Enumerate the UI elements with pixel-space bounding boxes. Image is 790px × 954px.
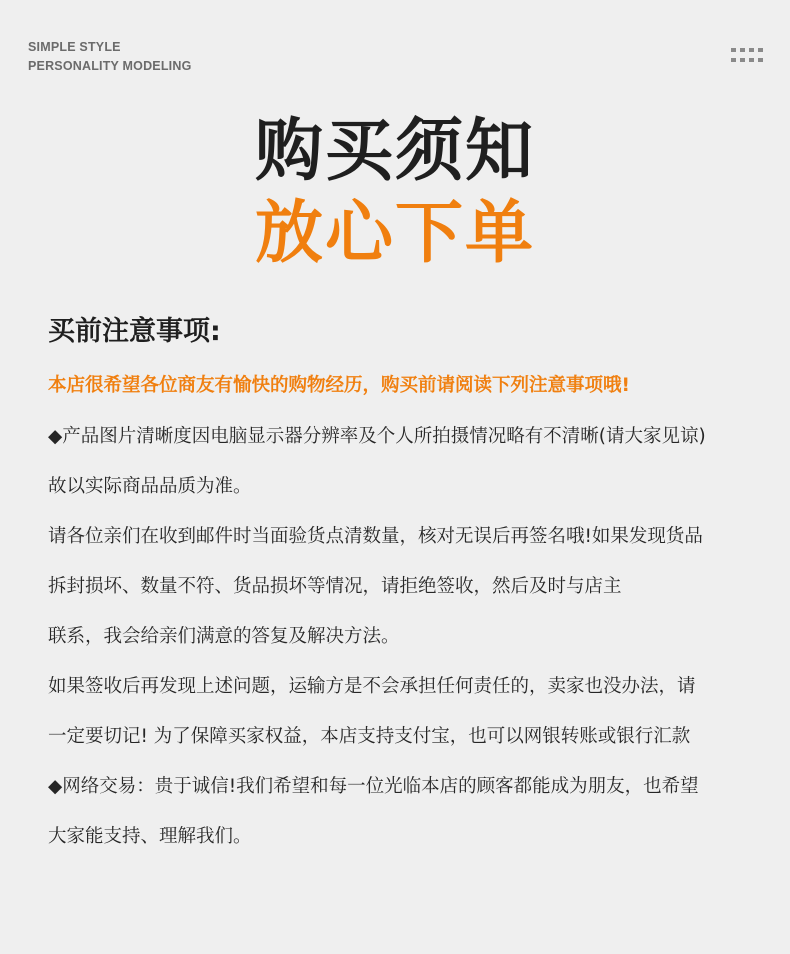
- body-line: ◆产品图片清晰度因电脑显示器分辨率及个人所拍摄情况略有不清晰(请大家见谅): [48, 426, 706, 447]
- body-line: 联系，我会给亲们满意的答复及解决方法。: [48, 626, 400, 647]
- notice-body: [48, 422, 768, 872]
- brand-line-2: PERSONALITY MODELING: [28, 59, 192, 73]
- body-line: 如果签收后再发现上述问题，运输方是不会承担任何责任的，卖家也没办法，请: [48, 676, 696, 697]
- page-subtitle: 放心下单: [254, 194, 535, 273]
- section-heading: 买前注意事项:: [48, 316, 221, 347]
- page-title: 购买须知: [254, 112, 535, 191]
- body-line: 大家能支持、理解我们。: [48, 826, 252, 847]
- dots-grid-icon[interactable]: [731, 48, 763, 62]
- body-line: 故以实际商品品质为准。: [48, 476, 252, 497]
- brand-tagline: [28, 38, 192, 76]
- body-line: 拆封损坏、数量不符、货品损坏等情况，请拒绝签收，然后及时与店主: [48, 576, 622, 597]
- brand-line-1: SIMPLE STYLE: [28, 40, 121, 54]
- body-line: 请各位亲们在收到邮件时当面验货点清数量，核对无误后再签名哦!如果发现货品: [48, 526, 703, 547]
- body-line: ◆网络交易：贵于诚信!我们希望和每一位光临本店的顾客都能成为朋友，也希望: [48, 776, 699, 797]
- body-line: 一定要切记! 为了保障买家权益，本店支持支付宝，也可以网银转账或银行汇款: [48, 726, 691, 747]
- notice-text: 本店很希望各位商友有愉快的购物经历，购买前请阅读下列注意事项哦!: [48, 375, 630, 396]
